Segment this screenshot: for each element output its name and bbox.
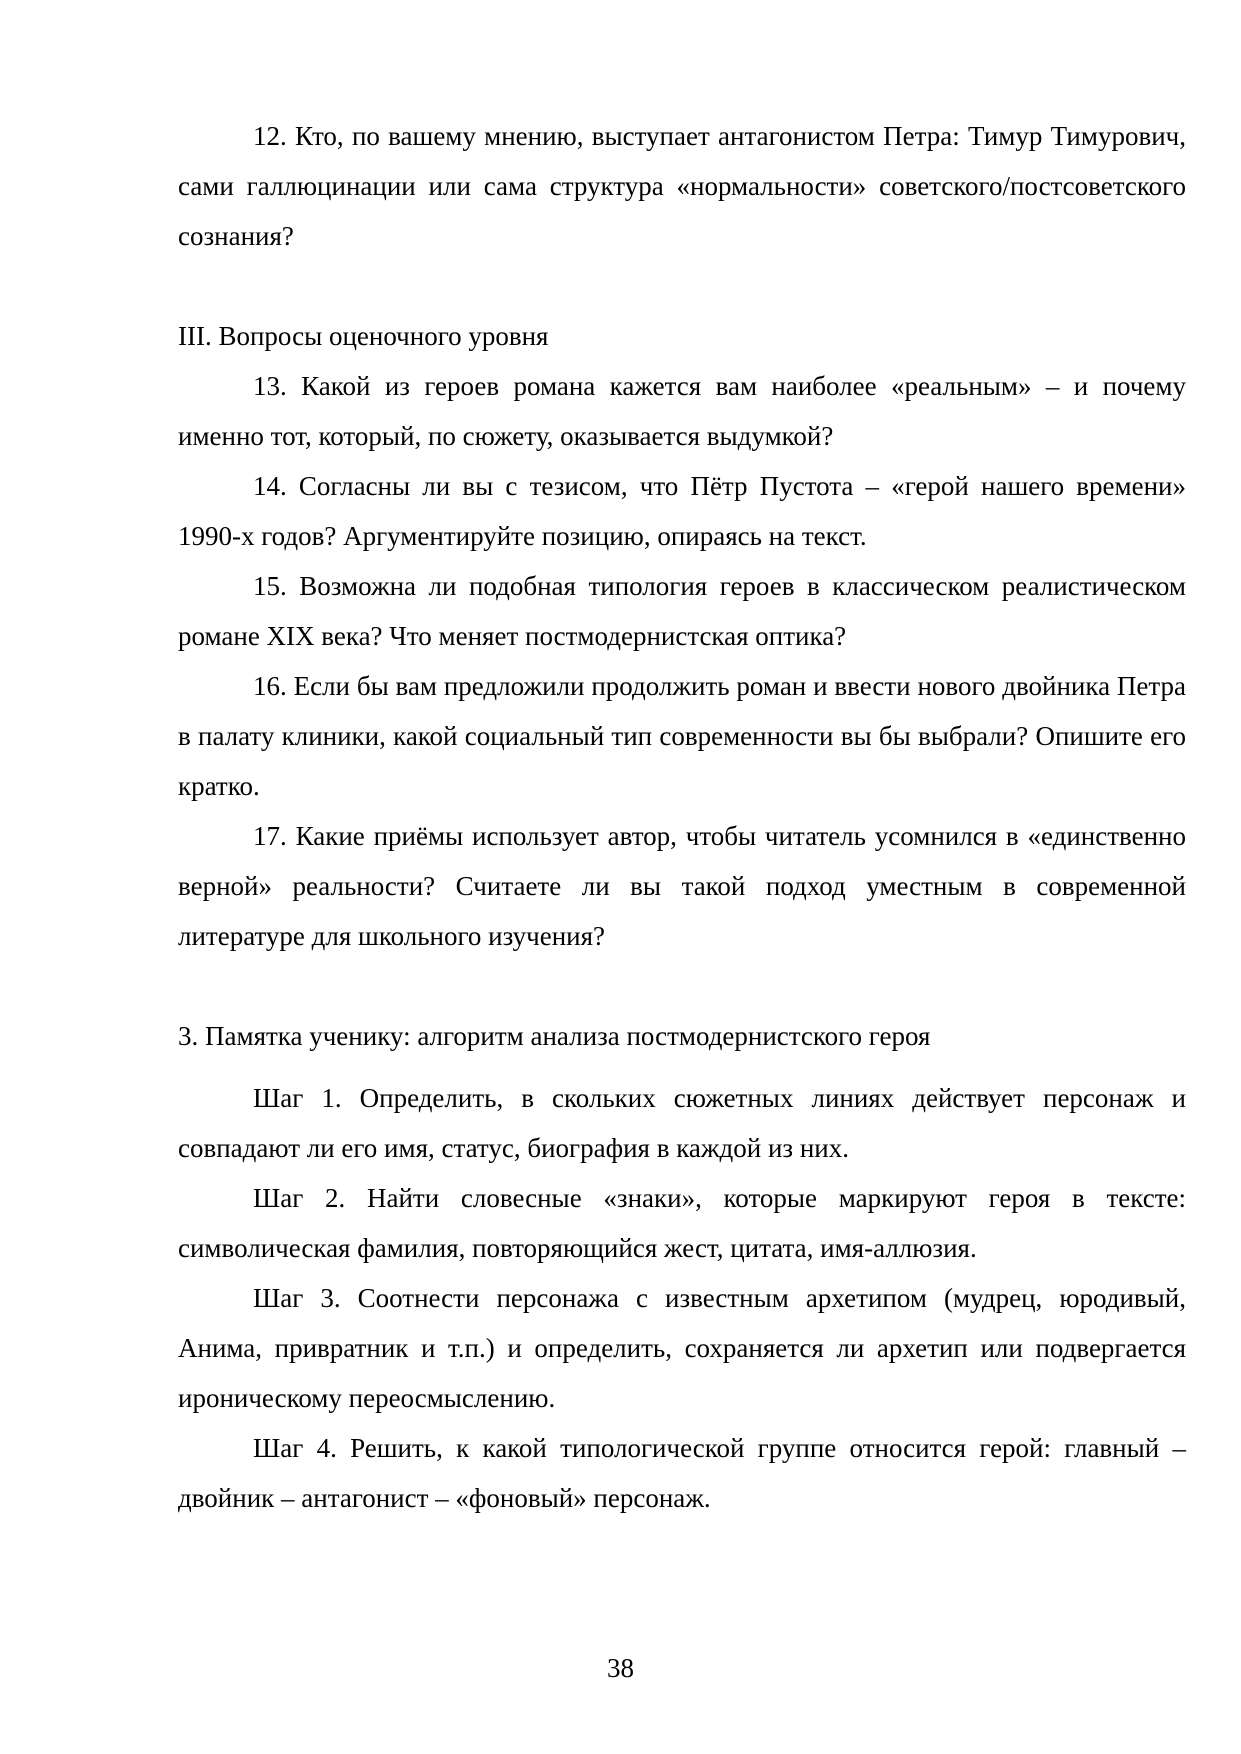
question-13: 13. Какой из героев романа кажется вам наиболее «реальным» – и почему именно тот, который, по сюжету, оказывается выдумкой? <box>178 371 1186 451</box>
question-16: 16. Если бы вам предложили продолжить роман и ввести нового двойника Петра в палату клиники, какой социальный тип современности вы бы выбрали? Опишите его кратко. <box>178 671 1186 801</box>
memo-step-3: Шаг 3. Соотнести персонажа с известным архетипом (мудрец, юродивый, Анима, привратник и т.п.) и определить, сохраняется ли архетип или подвергается ироническому переосмыслению. <box>178 1283 1186 1413</box>
memo-step-4: Шаг 4. Решить, к какой типологической группе относится герой: главный – двойник – антагонист – «фоновый» персонаж. <box>178 1433 1186 1513</box>
spacer <box>178 961 1186 1011</box>
spacer <box>178 261 1186 311</box>
question-14: 14. Согласны ли вы с тезисом, что Пётр Пустота – «герой нашего времени» 1990-х годов? Аргументируйте позицию, опираясь на текст. <box>178 471 1186 551</box>
page-content <box>178 111 1186 1523</box>
memo-step-1: Шаг 1. Определить, в скольких сюжетных линиях действует персонаж и совпадают ли его имя, статус, биография в каждой из них. <box>178 1083 1186 1163</box>
page-number: 38 <box>607 1653 634 1683</box>
spacer <box>178 1061 1186 1073</box>
question-15: 15. Возможна ли подобная типология героев в классическом реалистическом романе XIX века? Что меняет постмодернистская оптика? <box>178 571 1186 651</box>
section-iii-heading: III. Вопросы оценочного уровня <box>178 321 549 351</box>
question-12: 12. Кто, по вашему мнению, выступает антагонистом Петра: Тимур Тимурович, сами галлюцинации или сама структура «нормальности» советского/постсоветского сознания? <box>178 121 1186 251</box>
memo-heading: 3. Памятка ученику: алгоритм анализа постмодернистского героя <box>178 1021 931 1051</box>
memo-step-2: Шаг 2. Найти словесные «знаки», которые маркируют героя в тексте: символическая фамилия, повторяющийся жест, цитата, имя-аллюзия. <box>178 1183 1186 1263</box>
question-17: 17. Какие приёмы использует автор, чтобы читатель усомнился в «единственно верной» реальности? Считаете ли вы такой подход уместным в современной литературе для школьного изучения? <box>178 821 1186 951</box>
